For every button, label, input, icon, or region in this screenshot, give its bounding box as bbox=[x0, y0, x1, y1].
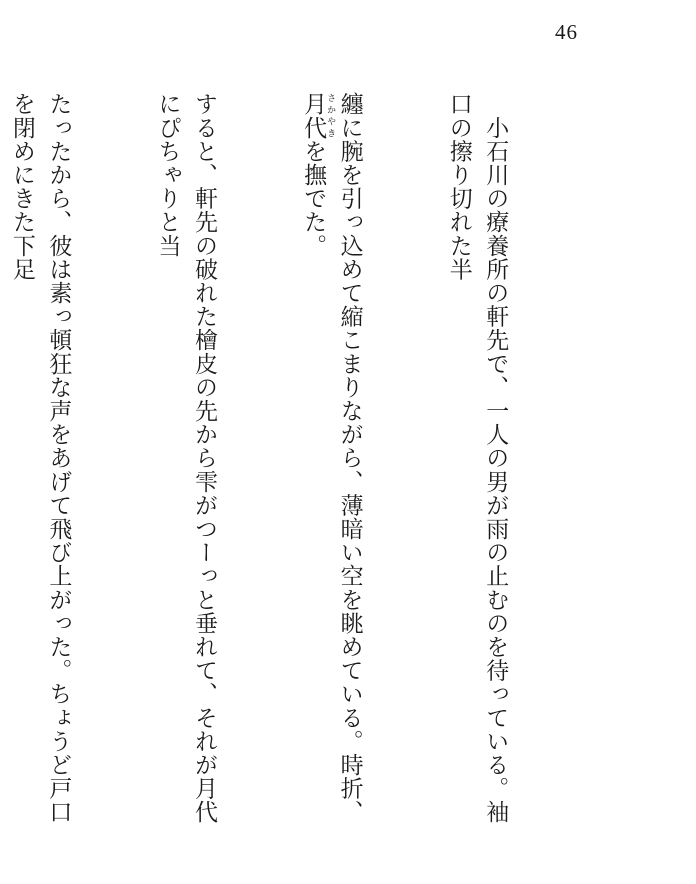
ruby-sakayaki-base: 月代 bbox=[300, 92, 327, 140]
page-number: 46 bbox=[555, 20, 578, 44]
text-line-1: 小石川の療養所の軒先で、一人の男が雨の止むのを待っている。袖口の擦り切れた半 bbox=[445, 92, 509, 824]
text-line-2-end: を撫でた。 bbox=[300, 139, 327, 258]
text-line-2-start: 纏に腕を引っ込めて縮こまりながら、薄暗い空を眺めている。時折、 bbox=[336, 92, 363, 824]
text-line-4: たったから、彼は素っ頓狂な声をあげて飛び上がった。ちょうど戸口を閉めにきた下足 bbox=[8, 92, 72, 824]
ruby-sakayaki-reading: さかやき bbox=[325, 92, 336, 140]
vertical-body-text bbox=[0, 92, 586, 832]
text-line-3: すると、軒先の破れた檜皮の先から雫がつーっと垂れて、それが月代にぴちゃりと当 bbox=[154, 92, 217, 824]
ruby-sakayaki bbox=[300, 92, 336, 140]
text-line-2 bbox=[295, 92, 368, 832]
